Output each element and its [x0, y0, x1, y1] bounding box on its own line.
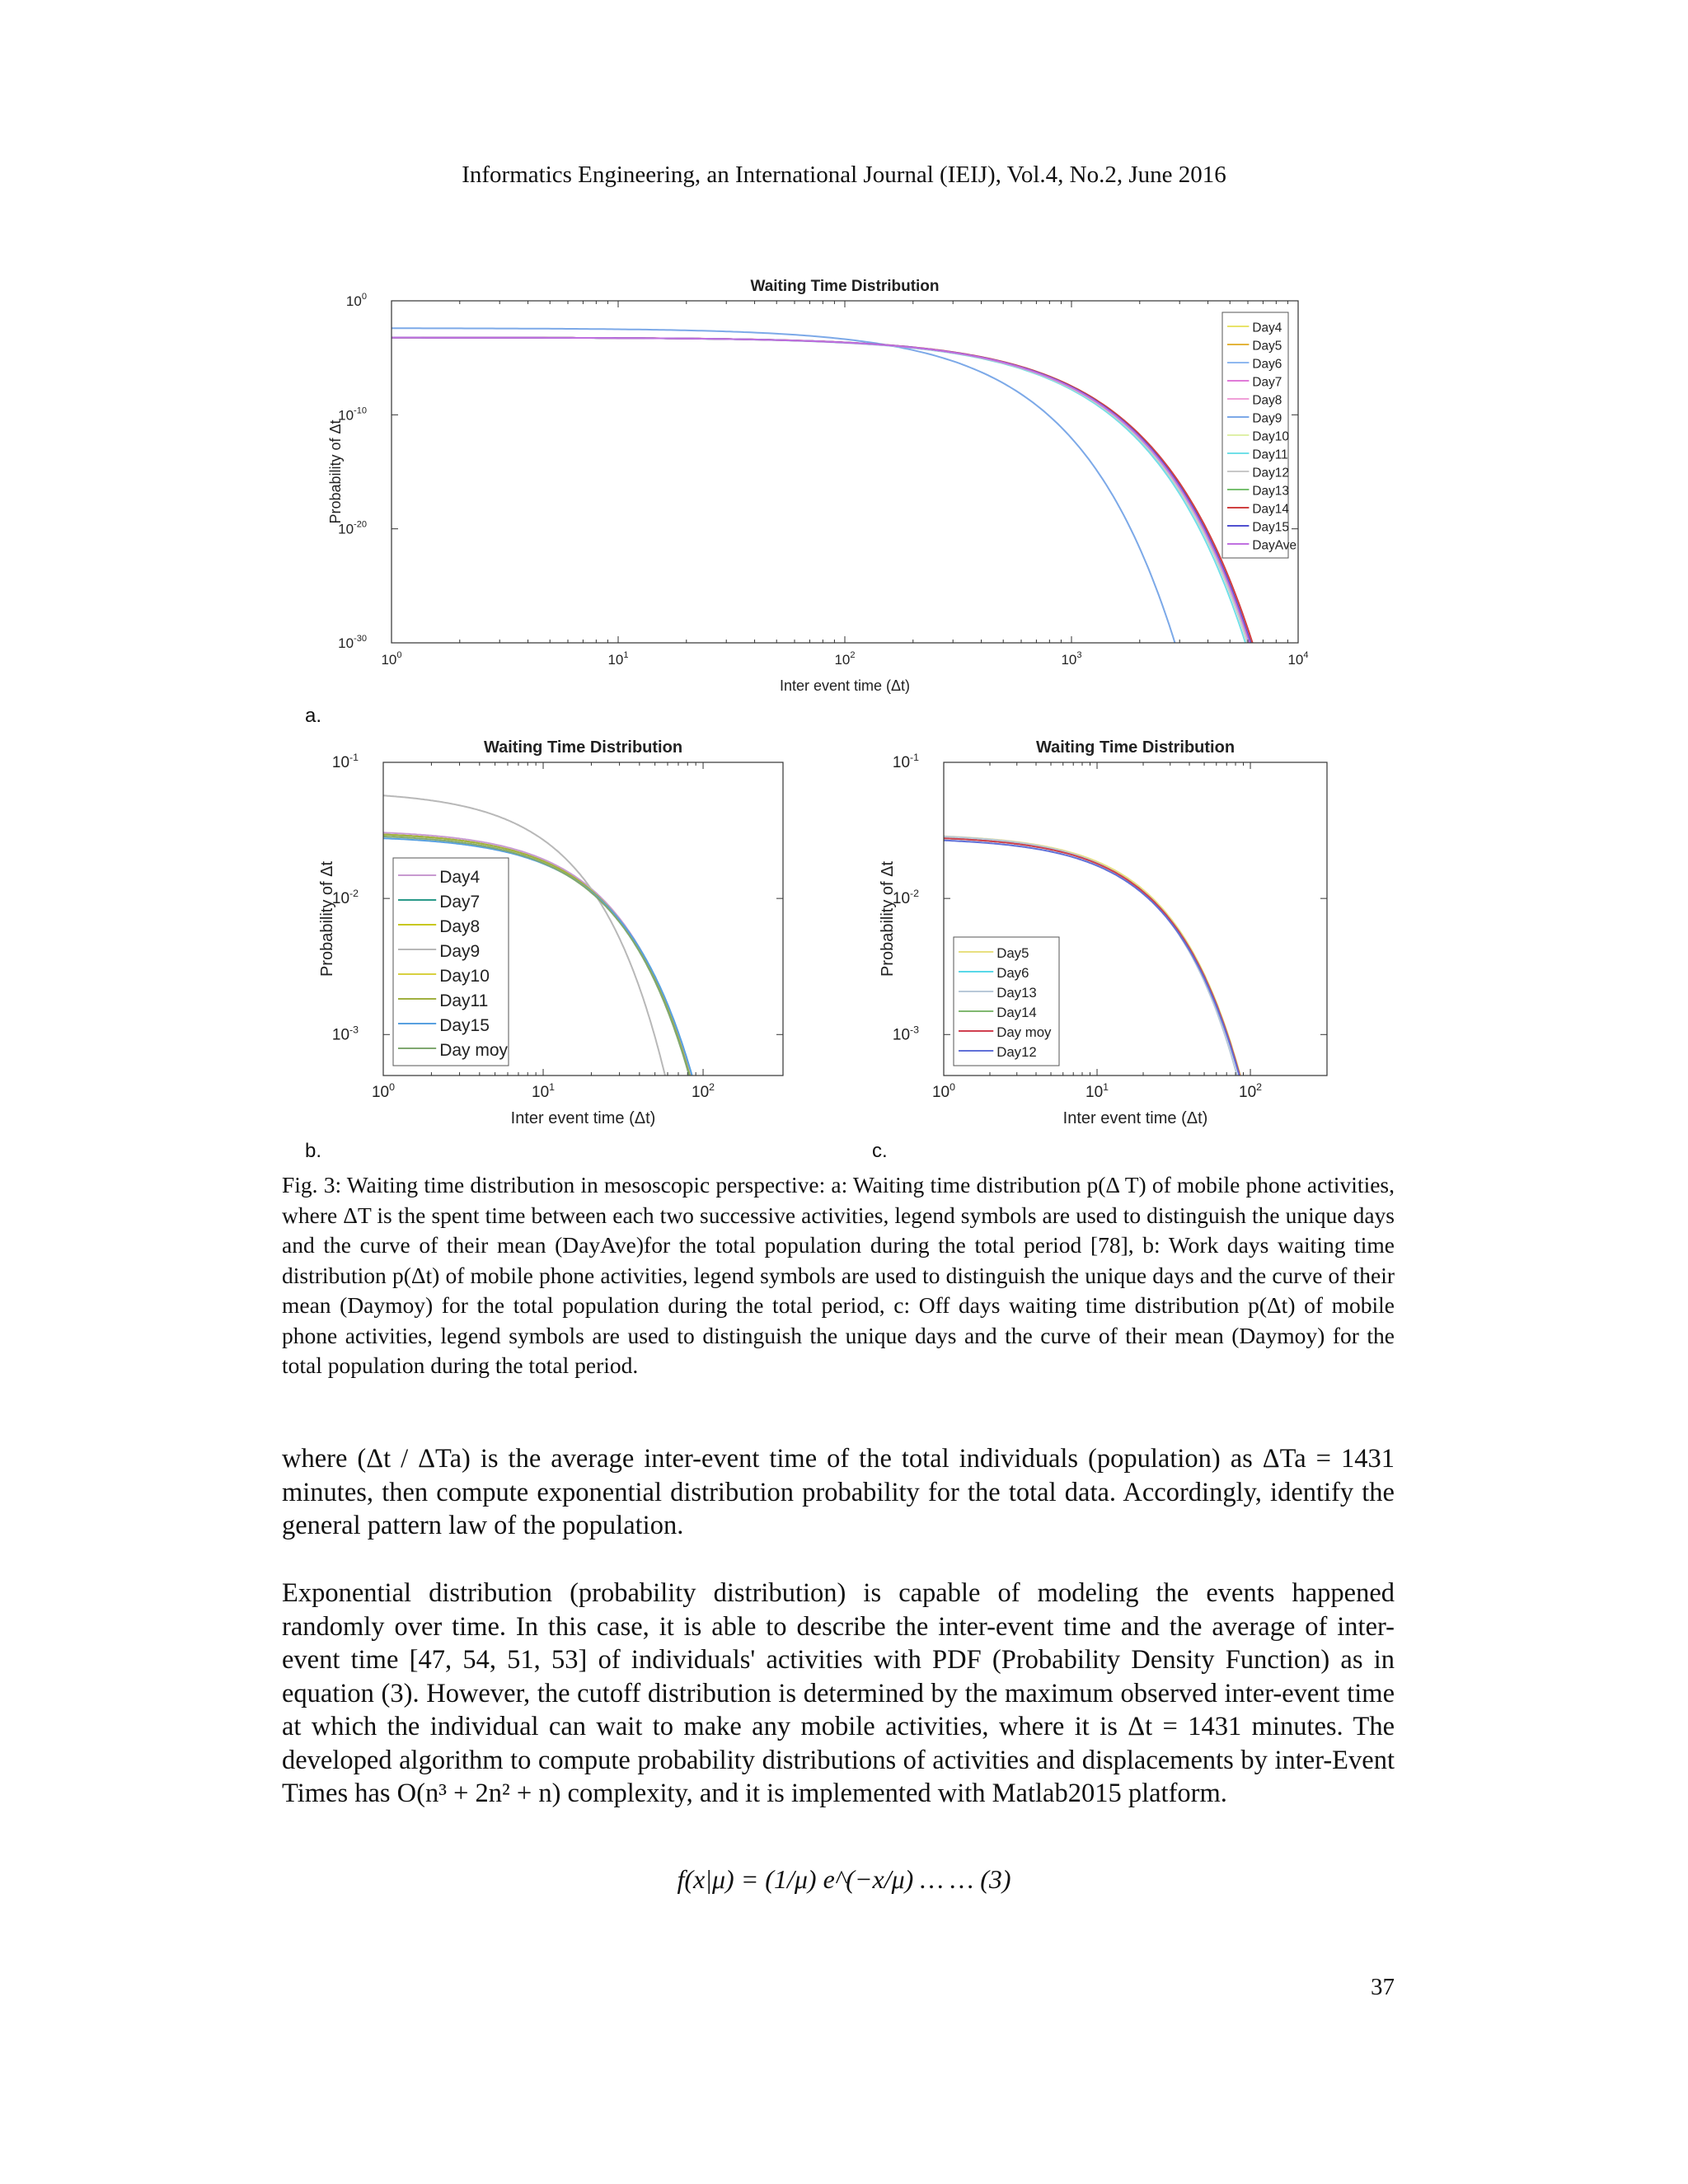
legend-label: Day9: [439, 942, 481, 961]
chart-a-svg: [313, 272, 1352, 701]
series-line-day9: [392, 328, 1298, 684]
y-tick-label: $10^{-1}$: [331, 752, 359, 771]
series-line-day8: [392, 338, 1298, 684]
y-axis-label: Probability of Δt: [327, 419, 344, 524]
legend-label: Day14: [1252, 502, 1289, 517]
x-tick-label: $10^2$: [692, 1081, 715, 1101]
chart-title: Waiting Time Distribution: [483, 738, 683, 757]
x-tick-label: $10^3$: [1061, 650, 1082, 668]
y-tick-label: $10^{-30}$: [338, 634, 367, 651]
axes-box: [392, 301, 1298, 643]
y-tick-label: $10^{-3}$: [331, 1024, 359, 1044]
x-tick-label: $10^1$: [607, 650, 629, 668]
paragraph-2: Exponential distribution (probability distribution) is capable of modeling the events happened randomly over time. In this case, it is able to describe the inter-event time and the average of inter-event time [47, 54, 51, 53] of individuals' activities with PDF (Probability Density Function) as in equation (3). However, the cutoff distribution is determined by the maximum observed inter-event time at which the individual can wait to make any mobile activities, where it is Δt = 1431 minutes. The developed algorithm to compute probability distributions of activities and displacements by inter-Event Times has O(n³ + 2n² + n) complexity, and it is implemented with Matlab2015 platform.: [282, 1578, 1395, 1808]
series-line-day14: [392, 338, 1298, 684]
legend-label: Day11: [439, 991, 489, 1010]
legend-label: Day15: [1252, 520, 1289, 535]
legend: [1222, 312, 1296, 558]
legend: [393, 858, 509, 1066]
series-line-day10: [392, 338, 1298, 684]
panel-label-b: b.: [305, 1140, 322, 1162]
x-tick-label: $10^4$: [1287, 650, 1309, 668]
plot-area: [392, 328, 1298, 684]
legend-label: Day4: [1252, 321, 1282, 335]
figure-caption: Fig. 3: Waiting time distribution in mesoscopic perspective: a: Waiting time distribution p(Δ T) of mobile phone activities, where ΔT is the spent time between each two successive activities, legend symbols are used to distinguish the unique days and the curve of their mean (DayAve)for the total population during the total period [78], b: Work days waiting time distribution p(Δt) of mobile phone activities, legend symbols are used to distinguish the unique days and the curve of their mean (Daymoy) for the total population during the total period, c: Off days waiting time distribution p(Δt) of mobile phone activities, legend symbols are used to distinguish the unique days and the curve of their mean (Daymoy) for the total population during the total period.: [282, 1172, 1395, 1378]
y-tick-label: $10^0$: [345, 292, 367, 309]
legend-label: Day7: [439, 893, 481, 912]
panel-label-a: a.: [305, 705, 322, 727]
series-line-day11: [392, 338, 1298, 684]
y-axis-label: Probability of Δt: [318, 860, 336, 977]
legend-label: Day15: [439, 1016, 490, 1035]
legend-label: Day9: [1252, 411, 1282, 426]
legend-label: Day6: [996, 965, 1029, 982]
legend-label: Day11: [1252, 448, 1288, 462]
legend-label: Day moy: [439, 1041, 509, 1060]
figure-c: [874, 725, 1352, 1146]
series-line-day4: [392, 338, 1298, 684]
chart-c-svg: [874, 725, 1352, 1146]
y-tick-label: $10^{-1}$: [892, 752, 919, 771]
chart-title: Waiting Time Distribution: [750, 278, 940, 295]
equation-3: f(x|μ) = (1/μ) e^(−x/μ) … … (3): [677, 1864, 1011, 1894]
x-tick-label: $10^1$: [532, 1081, 556, 1101]
legend-label: Day5: [996, 945, 1029, 962]
legend-label: Day8: [439, 917, 481, 936]
x-tick-label: $10^2$: [1239, 1081, 1263, 1101]
chart-b-svg: [305, 725, 816, 1146]
y-axis-label: Probability of Δt: [879, 860, 897, 977]
x-axis-label: Inter event time (Δt): [779, 677, 911, 694]
legend: [954, 937, 1059, 1066]
series-line-day6: [392, 338, 1298, 684]
series-line-day12: [392, 338, 1298, 684]
x-tick-label: $10^0$: [931, 1081, 956, 1101]
legend-label: Day5: [1252, 339, 1282, 354]
x-tick-label: $10^1$: [1085, 1081, 1109, 1101]
legend-label: Day moy: [996, 1024, 1052, 1041]
chart-title: Waiting Time Distribution: [1035, 738, 1236, 757]
x-tick-label: $10^0$: [381, 650, 402, 668]
series-line-day15: [392, 338, 1298, 684]
x-axis-label: Inter event time (Δt): [510, 1109, 656, 1127]
legend-label: Day6: [1252, 357, 1282, 372]
legend-label: Day10: [1252, 429, 1289, 444]
legend-label: Day12: [996, 1044, 1037, 1061]
y-tick-label: $10^{-20}$: [338, 519, 367, 537]
figure-a: [313, 272, 1352, 701]
journal-header: Informatics Engineering, an International Journal (IEIJ), Vol.4, No.2, June 2016: [462, 162, 1226, 188]
panel-label-c: c.: [872, 1140, 888, 1162]
x-tick-label: $10^0$: [371, 1081, 396, 1101]
legend-label: Day13: [1252, 484, 1289, 499]
y-tick-label: $10^{-10}$: [338, 405, 367, 424]
y-tick-label: $10^{-3}$: [892, 1024, 919, 1044]
y-tick-label: $10^{-2}$: [892, 888, 919, 908]
series-line-day13: [392, 338, 1298, 684]
legend-label: Day4: [439, 868, 481, 887]
legend-label: DayAve: [1252, 538, 1297, 553]
figure-b: [305, 725, 816, 1146]
series-line-dayave: [392, 338, 1298, 684]
legend-label: Day10: [439, 967, 490, 986]
legend-label: Day7: [1252, 375, 1282, 390]
paragraph-1: where (Δt / ΔTa) is the average inter-event time of the total individuals (population) as ΔTa = 1431 minutes, then compute exponential distribution probability for the total data. Accordingly, identify the general pattern law of the population.: [282, 1444, 1395, 1540]
x-tick-label: $10^2$: [834, 650, 856, 668]
legend-label: Day13: [996, 985, 1037, 1001]
x-axis-label: Inter event time (Δt): [1062, 1109, 1208, 1127]
legend-label: Day14: [996, 1005, 1037, 1021]
page-number: 37: [1371, 1974, 1395, 2000]
y-tick-label: $10^{-2}$: [331, 888, 359, 908]
series-line-day5: [392, 338, 1298, 684]
legend-label: Day8: [1252, 393, 1282, 408]
series-line-day7: [392, 338, 1298, 684]
legend-label: Day12: [1252, 466, 1289, 480]
